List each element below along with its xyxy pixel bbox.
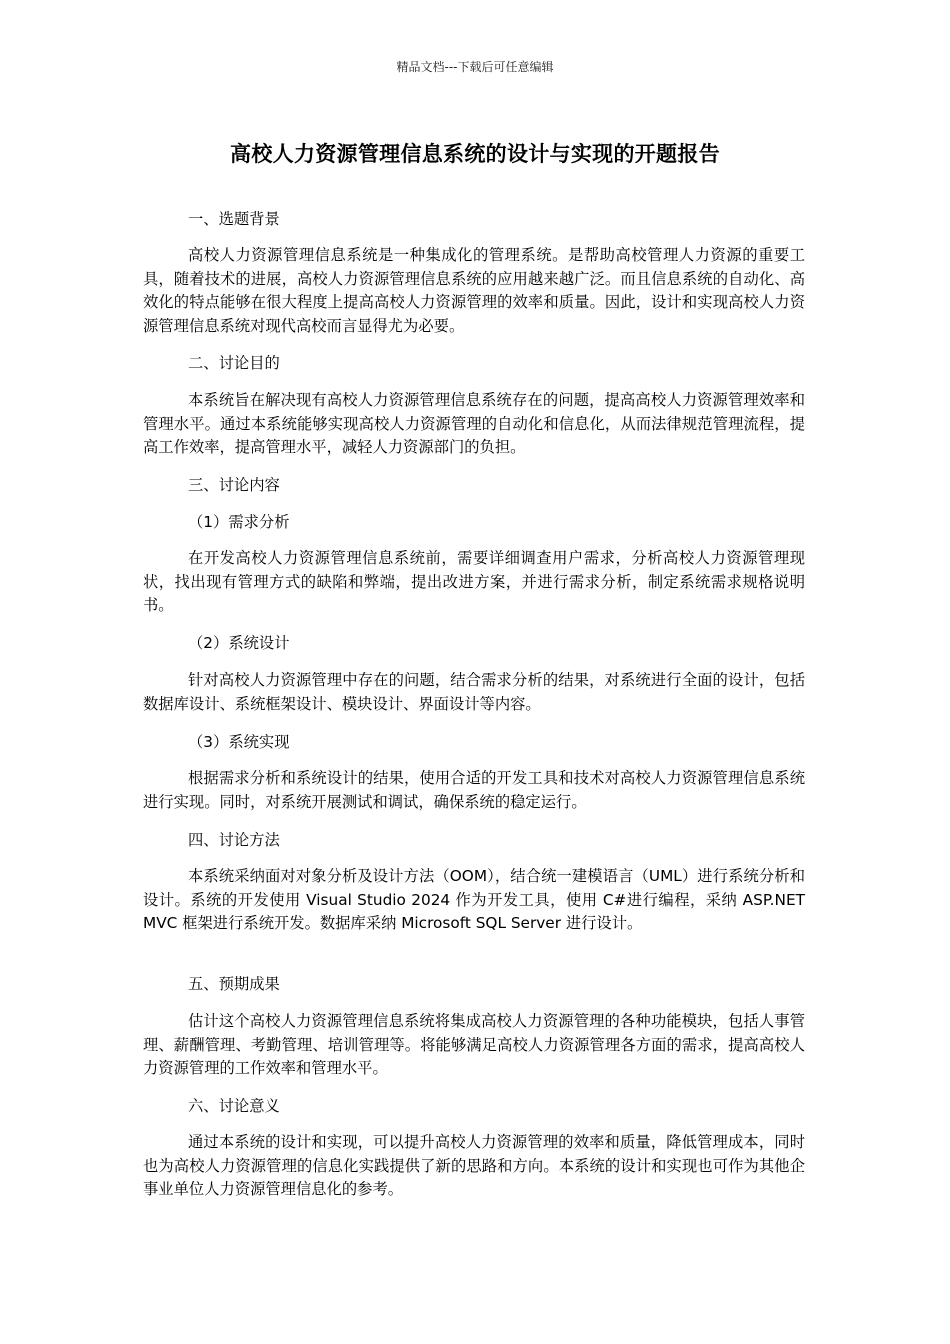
paragraph-background: 高校人力资源管理信息系统是一种集成化的管理系统。是帮助高校管理人力资源的重要工具，随着技术的进展，高校人力资源管理信息系统的应用越来越广泛。而且信息系统的自动化、高效化的特点能够在很大程度上提高高校人力资源管理的效率和质量。因此，设计和实现高校人力资源管理信息系统对现代高校而言显得尤为必要。 xyxy=(143,246,805,335)
paragraph-implementation: 根据需求分析和系统设计的结果，使用合适的开发工具和技术对高校人力资源管理信息系统进行实现。同时，对系统开展测试和调试，确保系统的稳定运行。 xyxy=(143,769,805,811)
paragraph-outcomes: 估计这个高校人力资源管理信息系统将集成高校人力资源管理的各种功能模块，包括人事管理、薪酬管理、考勤管理、培训管理等。将能够满足高校人力资源管理各方面的需求，提高高校人力资源管理的工作效率和管理水平。 xyxy=(143,1012,805,1077)
paragraph-methods: 本系统采纳面对对象分析及设计方法（OOM），结合统一建模语言（UML）进行系统分析和设计。系统的开发使用 Visual Studio 2024 作为开发工具，使用 C#进行编程，采纳 ASP.NET MVC 框架进行系统开发。数据库采纳 Microsoft SQL Server 进行设计。 xyxy=(143,867,805,932)
document-title: 高校人力资源管理信息系统的设计与实现的开题报告 xyxy=(230,142,720,166)
paragraph-design: 针对高校人力资源管理中存在的问题，结合需求分析的结果，对系统进行全面的设计，包括数据库设计、系统框架设计、模块设计、界面设计等内容。 xyxy=(143,671,805,713)
section-heading-content: 三、讨论内容 xyxy=(188,476,280,494)
section-heading-outcomes: 五、预期成果 xyxy=(188,975,280,993)
subheading-design: （2）系统设计 xyxy=(188,634,290,652)
paragraph-requirements: 在开发高校人力资源管理信息系统前，需要详细调查用户需求，分析高校人力资源管理现状，找出现有管理方式的缺陷和弊端，提出改进方案，并进行需求分析，制定系统需求规格说明书。 xyxy=(143,549,805,614)
section-heading-background: 一、选题背景 xyxy=(188,210,280,228)
section-heading-purpose: 二、讨论目的 xyxy=(188,354,280,372)
section-heading-methods: 四、讨论方法 xyxy=(188,831,280,849)
paragraph-purpose: 本系统旨在解决现有高校人力资源管理信息系统存在的问题，提高高校人力资源管理效率和管理水平。通过本系统能够实现高校人力资源管理的自动化和信息化，从而法律规范管理流程，提高工作效率，提高管理水平，减轻人力资源部门的负担。 xyxy=(143,391,805,456)
subheading-requirements: （1）需求分析 xyxy=(188,513,290,531)
paragraph-significance: 通过本系统的设计和实现，可以提升高校人力资源管理的效率和质量，降低管理成本，同时也为高校人力资源管理的信息化实践提供了新的思路和方向。本系统的设计和实现也可作为其他企事业单位人力资源管理信息化的参考。 xyxy=(143,1133,805,1198)
header-note: 精品文档---下载后可任意编辑 xyxy=(396,60,554,74)
section-heading-significance: 六、讨论意义 xyxy=(188,1097,280,1115)
subheading-implementation: （3）系统实现 xyxy=(188,733,290,751)
